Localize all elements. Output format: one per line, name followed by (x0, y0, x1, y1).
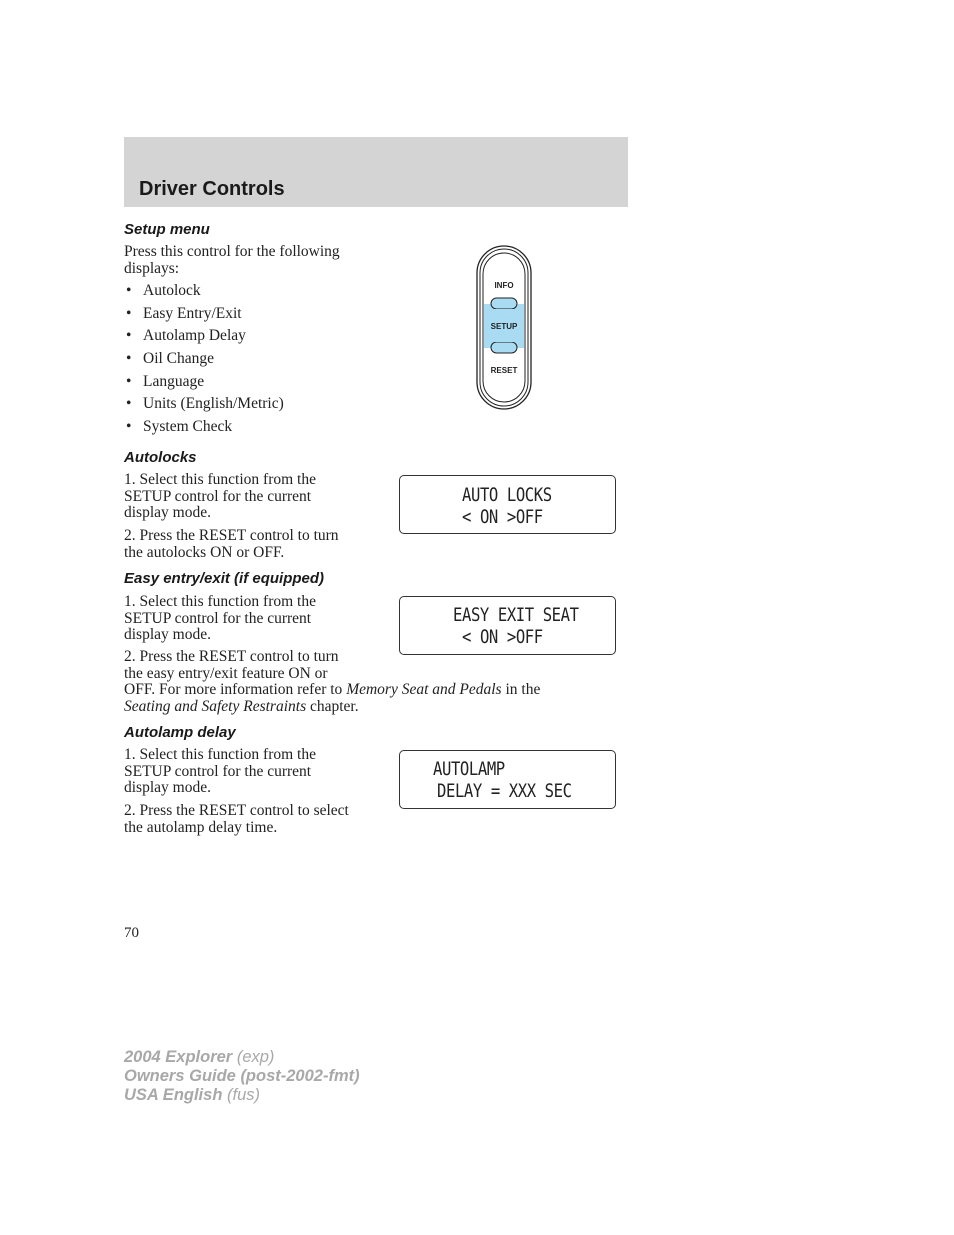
autolamp-step-2: 2. Press the RESET control to select the autolamp delay time. (124, 802, 349, 836)
display-line-1: EASY EXIT SEAT (453, 604, 579, 626)
list-item: • Language (124, 373, 284, 396)
easy-entry-step-1: 1. Select this function from the SETUP control for the current display mode. (124, 593, 316, 643)
display-line-1: AUTO LOCKS (462, 484, 552, 506)
display-line-2: DELAY = XXX SEC (437, 780, 572, 802)
section-title: Driver Controls (139, 178, 285, 200)
section-header-band (124, 137, 628, 207)
autolamp-step-1: 1. Select this function from the SETUP control for the current display mode. (124, 746, 316, 796)
display-line-1: AUTOLAMP (433, 758, 505, 780)
list-item: • Autolamp Delay (124, 327, 284, 350)
easy-entry-step-2: 2. Press the RESET control to turn the easy entry/exit feature ON or OFF. For more information refer to Memory Seat and Pedals in the Seating and Safety Restraints chapter. (124, 648, 541, 715)
setup-button-label: SETUP (490, 322, 518, 331)
setup-intro: Press this control for the following displays: (124, 243, 340, 277)
message-center-control-illustration (476, 245, 532, 410)
reset-button-label: RESET (490, 366, 518, 375)
display-line-2: < ON >OFF (462, 506, 543, 528)
list-item: • Units (English/Metric) (124, 395, 284, 418)
easy-exit-display (399, 596, 616, 655)
setup-menu-heading: Setup menu (124, 221, 210, 238)
setup-display-list (124, 282, 284, 441)
autolocks-heading: Autolocks (124, 449, 197, 466)
document-footer: 2004 Explorer (exp) Owners Guide (post-2002-fmt) USA English (fus) (124, 1048, 360, 1104)
list-item: • System Check (124, 418, 284, 441)
display-line-2: < ON >OFF (462, 626, 543, 648)
autolocks-step-2: 2. Press the RESET control to turn the autolocks ON or OFF. (124, 527, 339, 561)
list-item: • Oil Change (124, 350, 284, 373)
easy-entry-heading: Easy entry/exit (if equipped) (124, 570, 325, 587)
list-item: • Autolock (124, 282, 284, 305)
seating-chapter-reference: Seating and Safety Restraints (124, 697, 307, 715)
autolocks-step-1: 1. Select this function from the SETUP control for the current display mode. (124, 471, 316, 521)
autolamp-heading: Autolamp delay (124, 724, 236, 741)
list-item: • Easy Entry/Exit (124, 305, 284, 328)
memory-seat-reference: Memory Seat and Pedals (346, 681, 502, 698)
info-button-label: INFO (494, 281, 514, 290)
autolocks-display (399, 475, 616, 534)
page-number: 70 (124, 925, 139, 941)
autolamp-display (399, 750, 616, 809)
